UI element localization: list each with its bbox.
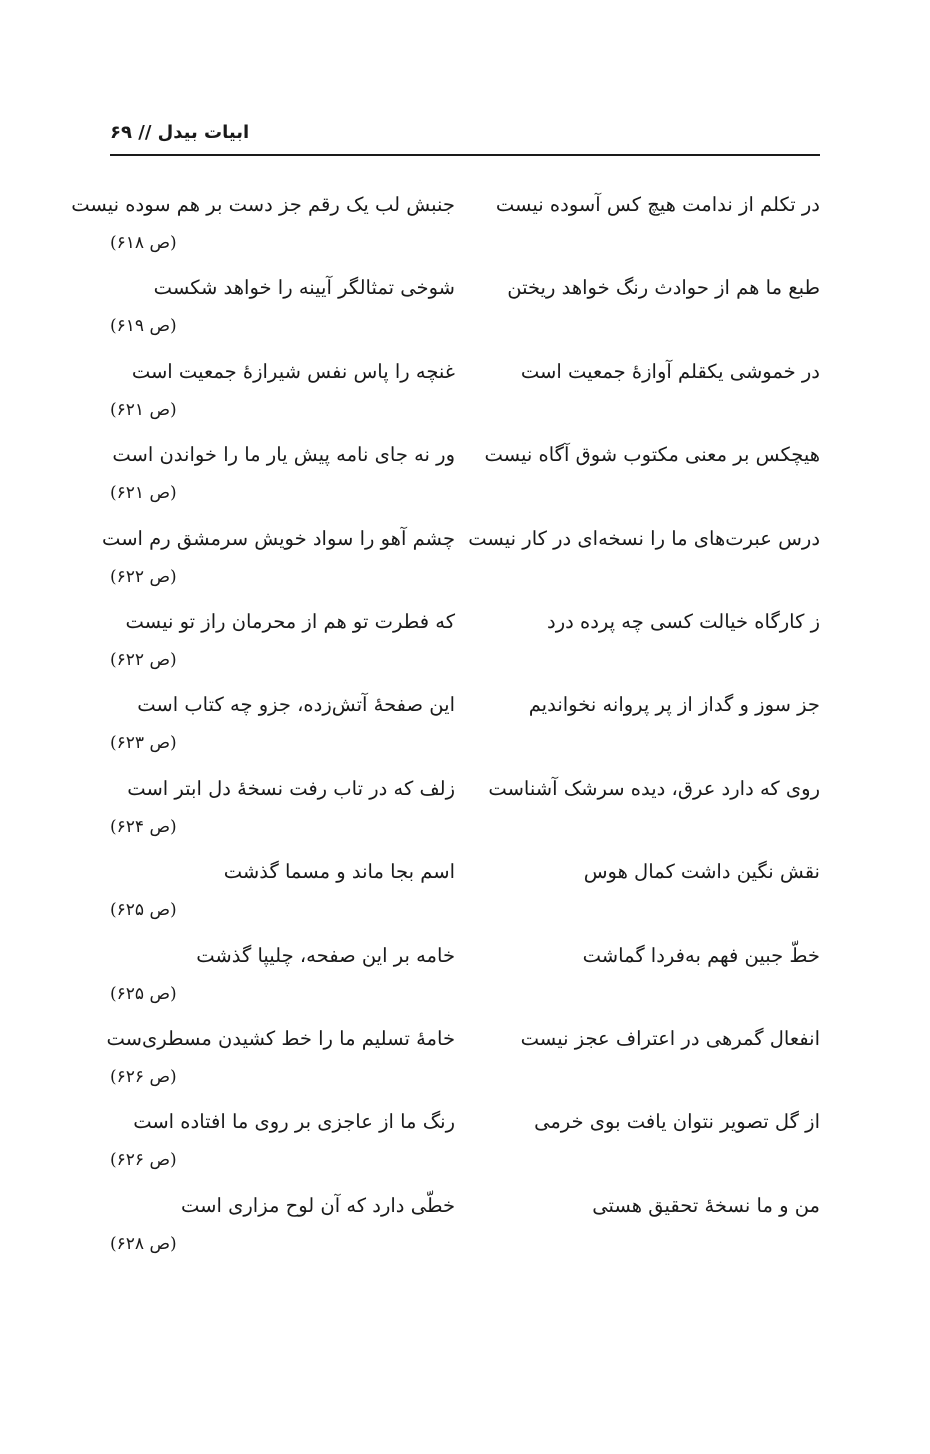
page-reference: (ص ۶۲۴) — [110, 816, 177, 837]
second-hemistich: غنچه را پاس نفس شیرازهٔ جمعیت است — [131, 359, 455, 383]
second-hemistich: زلف که در تاب رفت نسخهٔ دل ابتر است — [127, 776, 455, 800]
couplet-1 — [71, 185, 820, 268]
verse-list — [71, 185, 820, 1269]
couplet-12 — [110, 1102, 820, 1185]
page-reference: (ص ۶۲۲) — [110, 649, 177, 670]
second-hemistich: ور نه جای نامه پیش یار ما را خواندن است — [112, 443, 455, 467]
page-reference: (ص ۶۲۱) — [110, 483, 177, 504]
second-hemistich: چشم آهو را سواد خویش سرمشق رم است — [102, 526, 455, 550]
first-hemistich: انفعال گمرهی در اعتراف عجز نیست — [520, 1026, 820, 1050]
first-hemistich: روی که دارد عرق، دیده سرشک آشناست — [488, 776, 820, 800]
first-hemistich: نقش نگین داشت کمال هوس — [583, 860, 820, 884]
couplet-4 — [110, 435, 820, 518]
second-hemistich: خطّی دارد که آن لوح مزاری است — [181, 1193, 455, 1217]
first-hemistich: در خموشی یکقلم آوازهٔ جمعیت است — [520, 359, 820, 383]
page-reference: (ص ۶۲۵) — [110, 900, 177, 921]
first-hemistich: طبع ما هم از حوادث رنگ خواهد ریختن — [507, 276, 820, 300]
couplet-6 — [110, 602, 820, 685]
page-reference: (ص ۶۲۶) — [110, 1150, 177, 1171]
first-hemistich: من و ما نسخهٔ تحقیق هستی — [592, 1193, 820, 1217]
first-hemistich: در تکلم از ندامت هیچ کس آسوده نیست — [495, 193, 820, 216]
couplet-5 — [102, 519, 820, 602]
header-title: ابیات بیدل // ۶۹ — [110, 122, 250, 143]
second-hemistich: این صفحهٔ آتش‌زده، جزو چه کتاب است — [137, 693, 455, 717]
couplet-11 — [106, 1019, 820, 1102]
first-hemistich: از گل تصویر نتوان یافت بوی خرمی — [534, 1110, 820, 1134]
couplet-9 — [110, 852, 820, 935]
second-hemistich: خامهٔ تسلیم ما را خط کشیدن مسطری‌ست — [106, 1026, 455, 1050]
couplet-13 — [110, 1186, 820, 1269]
first-hemistich: هیچکس بر معنی مکتوب شوق آگاه نیست — [484, 443, 820, 467]
page-reference: (ص ۶۲۱) — [110, 399, 177, 420]
page-reference: (ص ۶۲۵) — [110, 983, 177, 1004]
page-reference: (ص ۶۱۸) — [110, 233, 177, 253]
second-hemistich: شوخی تمثالگر آیینه را خواهد شکست — [153, 276, 455, 300]
running-header — [110, 118, 820, 156]
second-hemistich: جنبش لب یک رقم جز دست بر هم سوده نیست — [71, 193, 455, 216]
second-hemistich: اسم بجا ماند و مسما گذشت — [223, 860, 455, 884]
second-hemistich: رنگ ما از عاجزی بر روی ما افتاده است — [133, 1110, 455, 1134]
page-reference: (ص ۶۲۸) — [110, 1233, 177, 1254]
page-reference: (ص ۶۱۹) — [110, 316, 177, 337]
couplet-10 — [110, 936, 820, 1019]
page-reference: (ص ۶۲۶) — [110, 1066, 177, 1087]
couplet-2 — [110, 268, 820, 351]
couplet-7 — [110, 685, 820, 768]
first-hemistich: درس عبرت‌های ما را نسخه‌ای در کار نیست — [468, 526, 820, 550]
second-hemistich: خامه بر این صفحه، چلیپا گذشت — [196, 943, 455, 967]
page-reference: (ص ۶۲۳) — [110, 733, 177, 754]
first-hemistich: خطّ جبین فهم به‌فردا گماشت — [582, 943, 820, 967]
first-hemistich: ز کارگاه خیالت کسی چه پرده درد — [547, 609, 820, 633]
couplet-3 — [110, 352, 820, 435]
second-hemistich: که فطرت تو هم از محرمان راز تو نیست — [125, 609, 455, 633]
page-reference: (ص ۶۲۲) — [110, 566, 177, 587]
couplet-8 — [110, 769, 820, 852]
first-hemistich: جز سوز و گداز از پر پروانه نخواندیم — [528, 693, 820, 717]
